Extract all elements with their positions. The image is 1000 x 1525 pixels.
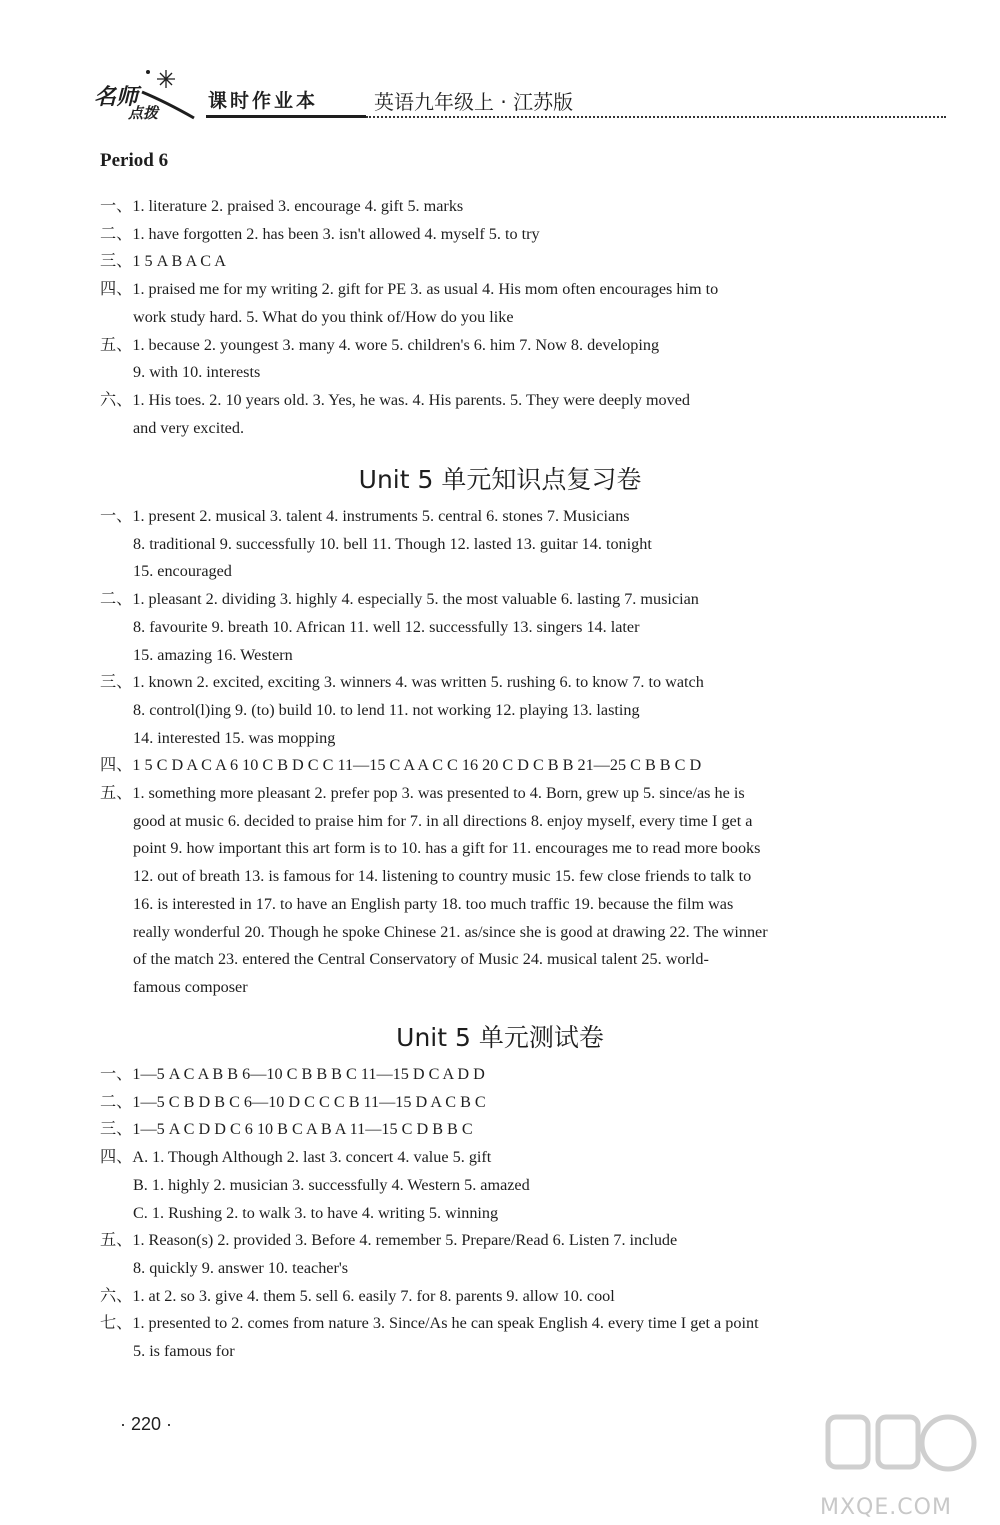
section-title: Unit 5 单元测试卷	[396, 1023, 604, 1052]
answer-line: 8. quickly 9. answer 10. teacher's	[133, 1258, 349, 1277]
answer-line: 三、1—5 A C D D C 6 10 B C A B A 11—15 C D B B C	[100, 1120, 473, 1139]
answer-line: 六、1. His toes. 2. 10 years old. 3. Yes, he was. 4. His parents. 5. They were deeply moved	[100, 390, 691, 409]
answer-line: 一、1—5 A C A B B 6—10 C B B B C 11—15 D C A D D	[100, 1065, 485, 1083]
answer-line: 二、1. have forgotten 2. has been 3. isn't allowed 4. myself 5. to try	[100, 224, 540, 243]
answer-line: 四、A. 1. Though Although 2. last 3. concert 4. value 5. gift	[100, 1148, 492, 1167]
answer-line: point 9. how important this art form is to 10. has a gift for 11. encourages me to read more books	[133, 839, 761, 858]
answer-line: 二、1. pleasant 2. dividing 3. highly 4. especially 5. the most valuable 6. lasting 7. musician	[100, 590, 699, 609]
period-title: Period 6	[100, 150, 169, 171]
section-answers	[100, 1061, 945, 1366]
answer-line: 五、1. something more pleasant 2. prefer pop 3. was presented to 4. Born, grew up 5. since/as he is	[100, 784, 745, 803]
watermark-logo-icon	[820, 1405, 980, 1485]
page-header	[92, 62, 952, 122]
answer-line: 9. with 10. interests	[133, 363, 261, 382]
watermark-text: MXQE.COM	[820, 1495, 952, 1520]
section-answers	[100, 503, 945, 1002]
answer-line: 16. is interested in 17. to have an English party 18. too much traffic 19. because the film was	[133, 894, 734, 913]
answer-line: 15. amazing 16. Western	[133, 645, 293, 664]
answer-line: 一、1. literature 2. praised 3. encourage 4. gift 5. marks	[100, 197, 464, 215]
answer-line: 六、1. at 2. so 3. give 4. them 5. sell 6. easily 7. for 8. parents 9. allow 10. cool	[100, 1286, 615, 1305]
answer-line: 5. is famous for	[133, 1342, 235, 1361]
header-dotted-rule	[366, 116, 946, 118]
book-subtitle: 英语九年级上 · 江苏版	[374, 90, 574, 114]
answer-line: famous composer	[133, 977, 248, 996]
book-name: 课时作业本	[208, 90, 319, 112]
answer-line: 15. encouraged	[133, 562, 232, 581]
answer-line: 一、1. present 2. musical 3. talent 4. instruments 5. central 6. stones 7. Musicians	[100, 507, 630, 525]
answer-line: work study hard. 5. What do you think of/How do you like	[133, 307, 514, 326]
answer-line: 三、1. known 2. excited, exciting 3. winners 4. was written 5. rushing 6. to know 7. to watch	[100, 673, 704, 692]
answer-line: of the match 23. entered the Central Conservatory of Music 24. musical talent 25. world-	[133, 950, 709, 969]
answer-line: 四、1. praised me for my writing 2. gift for PE 3. as usual 4. His mom often encourages him to	[100, 280, 719, 299]
logo-sub-text: 点拨	[128, 104, 159, 122]
answer-line: 8. control(l)ing 9. (to) build 10. to lend 11. not working 12. playing 13. lasting	[133, 700, 640, 719]
answer-line: 14. interested 15. was mopping	[133, 728, 336, 747]
header-rule	[206, 115, 366, 118]
answer-line: and very excited.	[133, 418, 245, 437]
answer-line: 8. traditional 9. successfully 10. bell 11. Though 12. lasted 13. guitar 14. tonight	[133, 534, 652, 553]
answer-line: 12. out of breath 13. is famous for 14. listening to country music 15. few close friends to talk to	[133, 867, 752, 886]
answer-line: B. 1. highly 2. musician 3. successfully 4. Western 5. amazed	[133, 1175, 530, 1194]
period-answers	[100, 193, 945, 442]
answer-line: 三、1 5 A B A C A	[100, 252, 226, 271]
page-number: · 220 ·	[120, 1414, 173, 1434]
section-title: Unit 5 单元知识点复习卷	[358, 465, 642, 494]
answer-line: 五、1. Reason(s) 2. provided 3. Before 4. remember 5. Prepare/Read 6. Listen 7. include	[100, 1231, 678, 1250]
answer-line: 8. favourite 9. breath 10. African 11. well 12. successfully 13. singers 14. later	[133, 617, 640, 636]
logo-main-text: 名师	[94, 84, 139, 110]
watermark	[820, 1405, 980, 1520]
answer-line: 七、1. presented to 2. comes from nature 3. Since/As he can speak English 4. every time I get a point	[100, 1314, 759, 1333]
answer-line: 五、1. because 2. youngest 3. many 4. wore 5. children's 6. him 7. Now 8. developing	[100, 335, 660, 354]
answer-line: good at music 6. decided to praise him for 7. in all directions 8. enjoy myself, every time I get a	[133, 811, 753, 830]
answer-line: C. 1. Rushing 2. to walk 3. to have 4. writing 5. winning	[133, 1203, 499, 1222]
answer-line: really wonderful 20. Though he spoke Chinese 21. as/since she is good at drawing 22. The winner	[133, 922, 768, 941]
answer-line: 四、1 5 C D A C A 6 10 C B D C C 11—15 C A A C C 16 20 C D C B B 21—25 C B B C D	[100, 756, 702, 775]
answer-line: 二、1—5 C B D B C 6—10 D C C C B 11—15 D A C B C	[100, 1092, 486, 1111]
